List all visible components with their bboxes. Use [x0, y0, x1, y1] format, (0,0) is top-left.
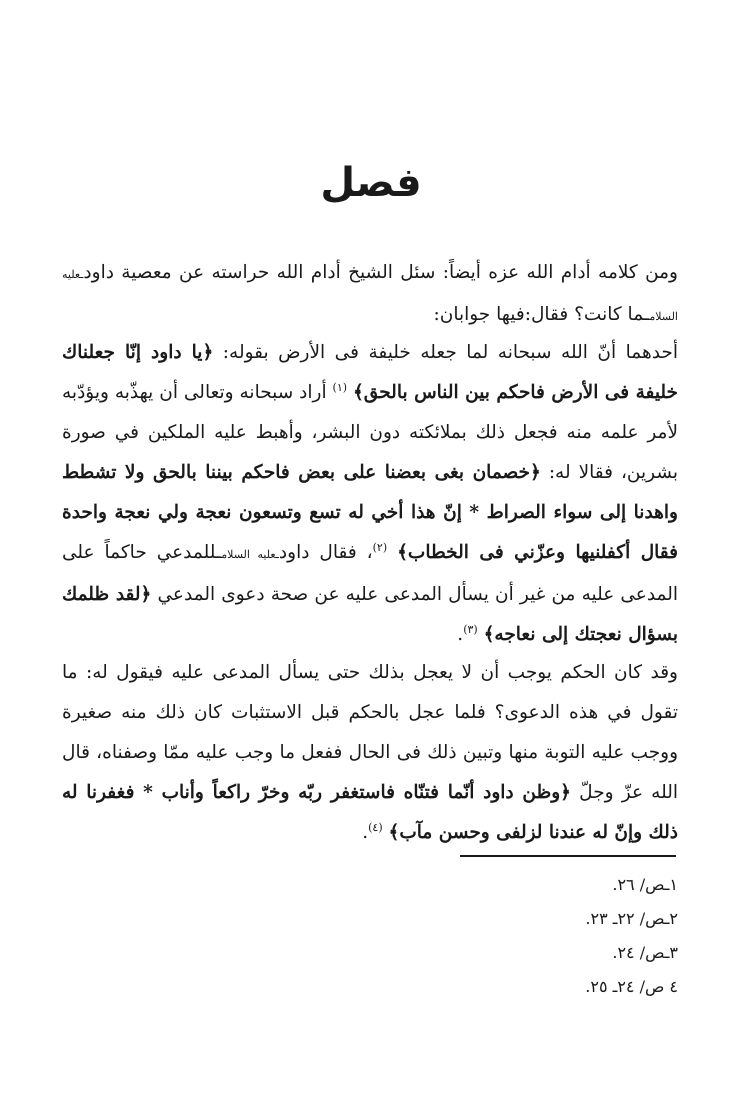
quran-quote: ﴿لقد ظلمك بسؤال نعجتك إلى نعاجه﴾ — [62, 583, 678, 645]
paragraph-ruling — [62, 653, 678, 853]
honorific-text: ـعليه السلام — [62, 267, 678, 323]
paragraph-first-answer — [62, 333, 678, 655]
footnote-item: ٤ ص/ ٢٤ـ ٢٥. — [585, 977, 678, 996]
intro-tail: ـما كانت؟ فقال:فيها جوابان: — [433, 303, 650, 325]
footnote-item: ٢ـص/ ٢٢ـ ٢٣. — [585, 909, 678, 928]
text-segment: وقد كان الحكم يوجب أن لا يعجل بذلك حتى يسأل المدعى عليه فيقول له: ما تقول في هذه الدعوى؟ فلما عجل بالحكم قبل الاستثبات كان ذلك منه صغيرة ووجب عليه التوبة منها وتبين ذلك فى الحال ففعل ما وجب عليه ممّا وصفناه، قال الله عزّ وجلّ — [62, 661, 679, 803]
footnote-item: ١ـص/ ٢٦. — [612, 875, 678, 894]
text-segment: ـللمدعي حاكماً على المدعى عليه من غير أن يسأل المدعى عليه عن صحة دعوى المدعي — [62, 541, 678, 605]
paragraph-intro — [62, 253, 678, 337]
footnote-item: ٣ـص/ ٢٤. — [612, 943, 678, 962]
footnote-ref: (٣) — [463, 622, 478, 636]
intro-text: ومن كلامه أدام الله عزه أيضاً: سئل الشيخ أدام الله حراسته عن معصية داود — [83, 261, 678, 283]
text-segment: . — [362, 821, 369, 843]
footnotes — [585, 868, 678, 1004]
section-heading: فصل — [320, 160, 422, 206]
text-segment: . — [457, 623, 464, 645]
footnote-ref: (٢) — [372, 540, 388, 554]
quran-quote: ﴿يا داود إنّا جعلناك خليفة فى الأرض فاحكم بين الناس بالحق﴾ — [62, 341, 678, 403]
text-segment: أراد سبحانه وتعالى أن يهذّبه ويؤدّبه لأمر علمه منه فجعل ذلك بملائكته دون البشر، وأهبط عليه الملكين في صورة بشرين، فقالا له: — [62, 381, 679, 483]
text-segment: ، فقال داود — [278, 541, 373, 563]
text-segment: أحدهما أنّ الله سبحانه لما جعله خليفة فى الأرض بقوله: — [213, 341, 678, 363]
footnote-ref: (١) — [332, 380, 348, 394]
footnote-divider — [460, 855, 676, 857]
quran-quote: ﴿وظن داود أنّما فتنّاه فاستغفر ربّه وخرّ راكعاً وأناب * فغفرنا له ذلك وإنّ له عندنا لزلفى وحسن مآب﴾ — [62, 781, 678, 843]
quran-quote: ﴿خصمان بغى بعضنا على بعض فاحكم بيننا بالحق ولا تشطط واهدنا إلى سواء الصراط * إنّ هذا أخي له تسع وتسعون نعجة ولي نعجة واحدة فقال أكفلنيها وعزّني فى الخطاب﴾ — [62, 461, 679, 563]
honorific-text: ـعليه السلام — [221, 547, 279, 561]
footnote-ref: (٤) — [368, 820, 383, 834]
